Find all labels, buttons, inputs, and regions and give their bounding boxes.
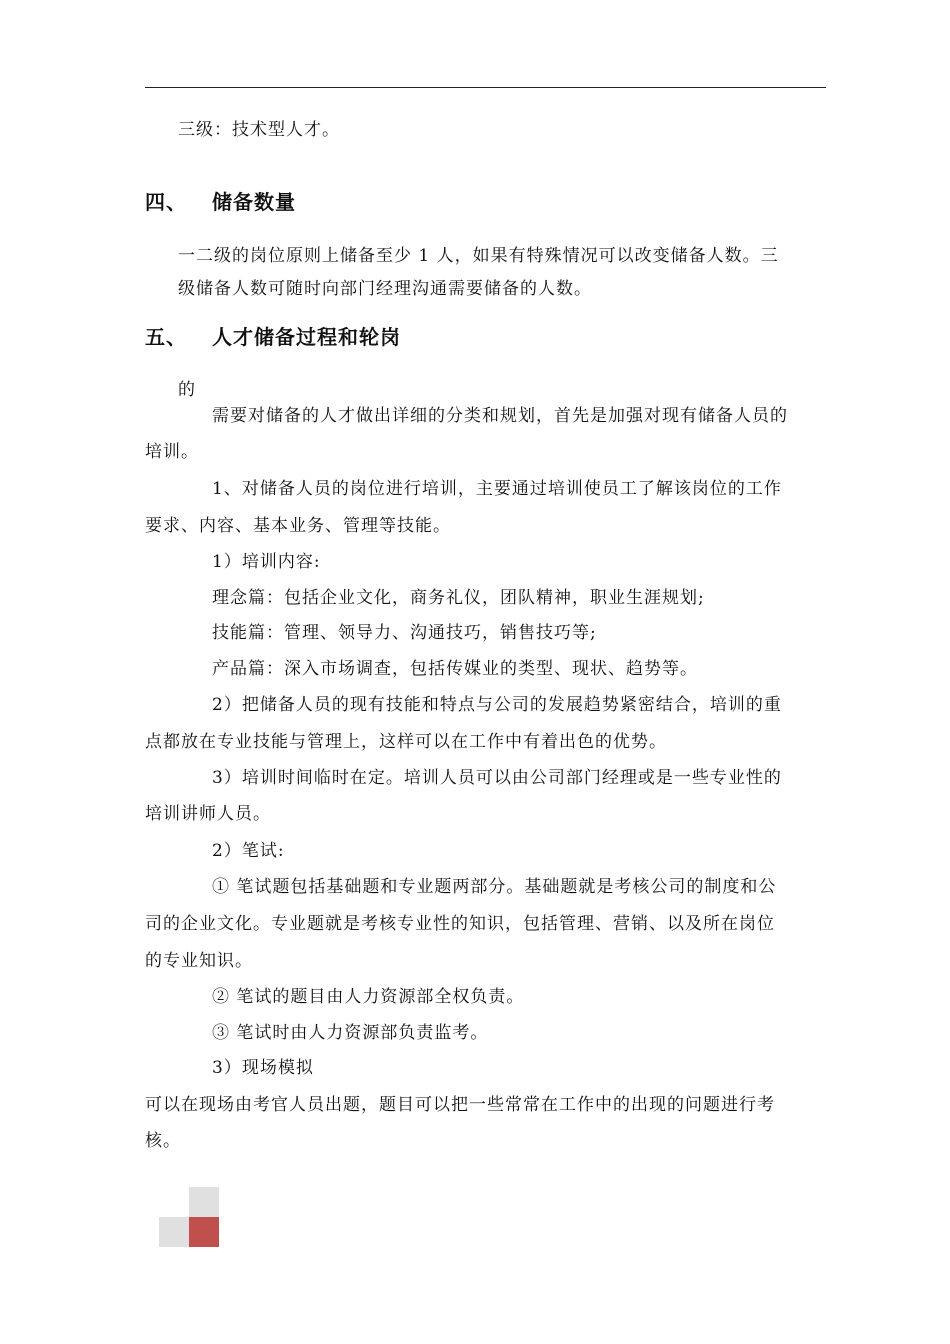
text-line: 培训讲师人员。 <box>145 804 271 824</box>
decor-square-light <box>159 1217 189 1247</box>
text-line: 司的企业文化。专业题就是考核专业性的知识，包括管理、营销、以及所在岗位 <box>145 914 775 934</box>
section-heading: 人才储备过程和轮岗 <box>212 325 401 349</box>
section-number: 五、 <box>145 325 187 349</box>
text-line: 的 <box>178 380 196 400</box>
text-line: 一二级的岗位原则上储备至少 1 人，如果有特殊情况可以改变储备人数。三 <box>178 246 779 266</box>
text-line: 2）笔试: <box>212 841 285 861</box>
text-line: 技能篇：管理、领导力、沟通技巧，销售技巧等; <box>212 623 597 643</box>
text-line: 1）培训内容: <box>212 552 321 572</box>
text-line: 可以在现场由考官人员出题，题目可以把一些常常在工作中的出现的问题进行考 <box>145 1095 775 1115</box>
text-line: 3）培训时间临时在定。培训人员可以由公司部门经理或是一些专业性的 <box>212 768 782 788</box>
text-line: 需要对储备的人才做出详细的分类和规划，首先是加强对现有储备人员的 <box>212 406 788 426</box>
text-line: 培训。 <box>145 442 199 462</box>
text-line: 要求、内容、基本业务、管理等技能。 <box>145 516 451 536</box>
text-line: 理念篇：包括企业文化，商务礼仪，团队精神，职业生涯规划; <box>212 588 705 608</box>
text-line: 的专业知识。 <box>145 951 253 971</box>
decor-square-accent <box>189 1217 219 1247</box>
section-number: 四、 <box>145 190 187 214</box>
text-line: 3）现场模拟 <box>212 1058 314 1078</box>
section-heading: 储备数量 <box>212 190 296 214</box>
text-line: 核。 <box>145 1131 181 1151</box>
text-line: 级储备人数可随时向部门经理沟通需要储备的人数。 <box>178 279 592 299</box>
text-line: ① 笔试题包括基础题和专业题两部分。基础题就是考核公司的制度和公 <box>212 877 777 897</box>
text-line: 三级：技术型人才。 <box>178 120 340 140</box>
decor-square-light <box>189 1187 219 1217</box>
text-line: 2）把储备人员的现有技能和特点与公司的发展趋势紧密结合，培训的重 <box>212 695 782 715</box>
header-rule <box>145 87 826 88</box>
text-line: ② 笔试的题目由人力资源部全权负责。 <box>212 987 525 1007</box>
text-line: 产品篇：深入市场调查，包括传媒业的类型、现状、趋势等。 <box>212 659 698 679</box>
text-line: ③ 笔试时由人力资源部负责监考。 <box>212 1023 489 1043</box>
text-line: 点都放在专业技能与管理上，这样可以在工作中有着出色的优势。 <box>145 732 667 752</box>
text-line: 1、对储备人员的岗位进行培训，主要通过培训使员工了解该岗位的工作 <box>212 479 782 499</box>
